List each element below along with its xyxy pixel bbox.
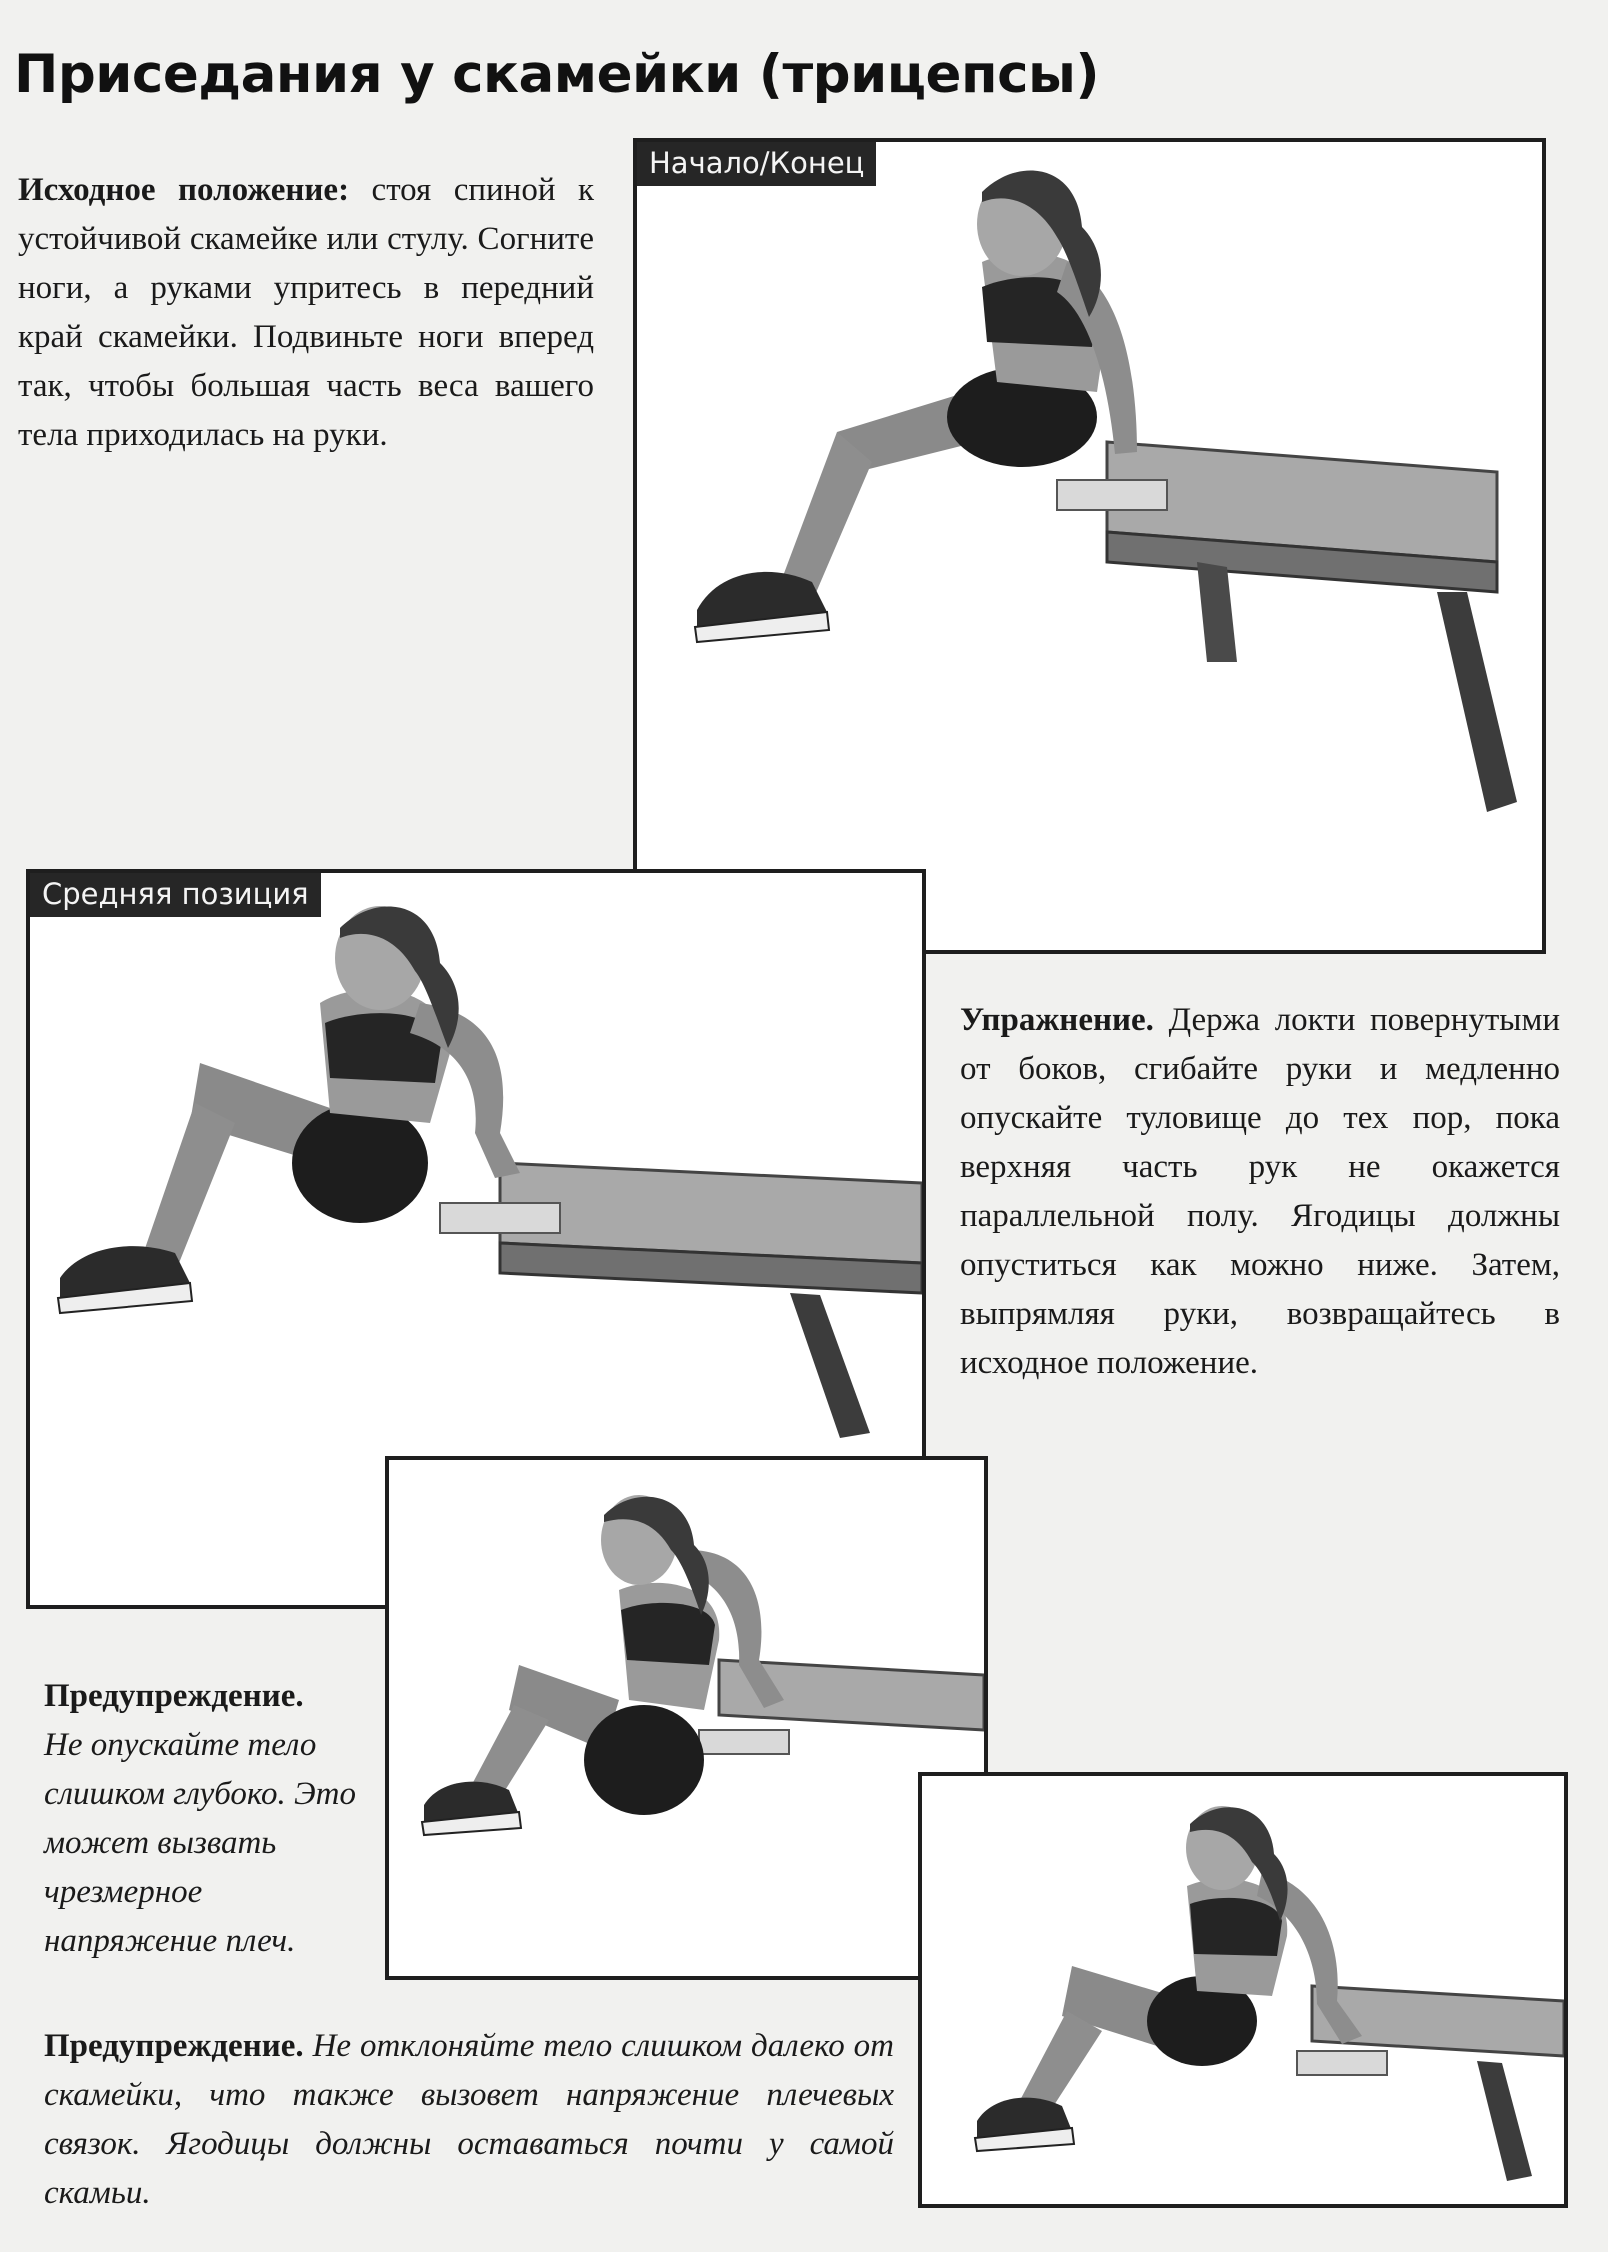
photo-too-deep <box>385 1456 988 1980</box>
warning-2-heading: Предупреждение. <box>44 2028 304 2064</box>
exercise-heading: Упражнение. <box>960 1002 1154 1038</box>
photo-start-end <box>633 138 1546 954</box>
photo-label-middle: Средняя позиция <box>30 873 321 917</box>
photo-label-start-end: Начало/Конец <box>637 142 876 186</box>
photo-too-far <box>918 1772 1568 2208</box>
warning-1-body: Не опускайте тело слишком глубоко. Это может вызвать чрезмерное напряжение плеч. <box>44 1727 357 1959</box>
warning-1-heading: Предупреждение. <box>44 1678 304 1714</box>
start-position-body: стоя спиной к устойчивой скамейке или стулу. Согните ноги, а руками упритесь в передний край скамейки. Подвиньте ноги вперед так, чтобы большая часть веса вашего тела приходилась на руки. <box>18 172 594 453</box>
warning-1 <box>44 1672 362 1966</box>
start-position-heading: Исходное положение: <box>18 172 350 208</box>
warning-2 <box>44 2022 894 2218</box>
figure-start-end-illustration <box>637 142 1542 950</box>
exercise-body: Держа локти повернутыми от боков, сгибайте руки и медленно опускайте туловище до тех пор, пока верхняя часть рук не окажется параллельной полу. Ягодицы должны опуститься как можно ниже. Затем, выпрямляя руки, возвращайтесь в исходное положение. <box>960 1002 1561 1381</box>
figure-too-far-illustration <box>922 1776 1564 2204</box>
start-position-text <box>18 166 594 460</box>
page-title: Приседания у скамейки (трицепсы) <box>14 44 1100 105</box>
warning-2-body: Не отклоняйте тело слишком далеко от скамейки, что также вызовет напряжение плечевых связок. Ягодицы должны оставаться почти у самой скамьи. <box>44 2028 894 2211</box>
figure-too-deep-illustration <box>389 1460 984 1976</box>
exercise-text <box>960 996 1560 1388</box>
